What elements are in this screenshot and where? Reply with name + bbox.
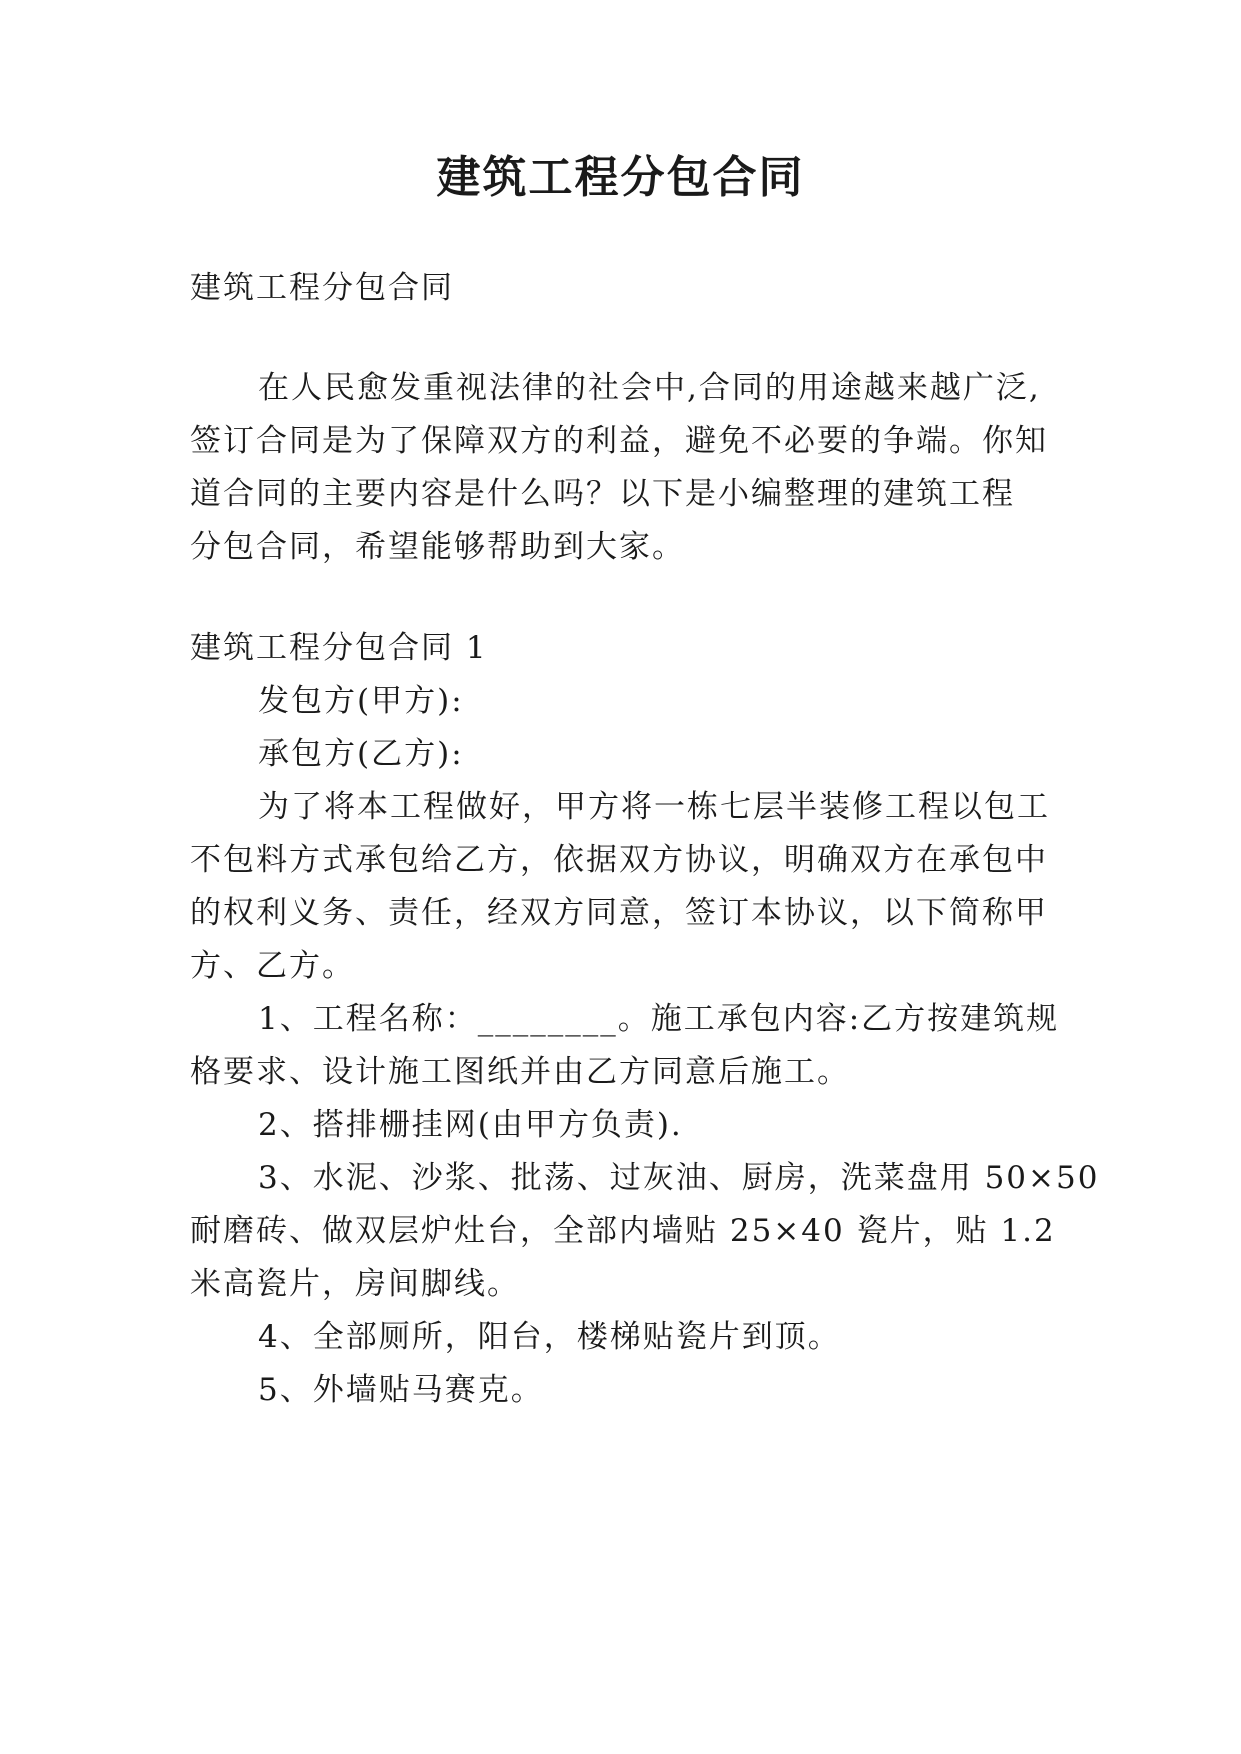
clause-intro-line: 方、乙方。 (190, 948, 355, 984)
intro-line: 签订合同是为了保障双方的利益，避免不必要的争端。你知 (190, 423, 1048, 459)
item-2-line: 2、搭排栅挂网(由甲方负责). (258, 1107, 683, 1143)
intro-line: 道合同的主要内容是什么吗？以下是小编整理的建筑工程 (190, 476, 1015, 512)
party-b-label: 承包方(乙方): (258, 736, 464, 772)
section-heading: 建筑工程分包合同 1 (190, 630, 488, 666)
item-3-line: 3、水泥、沙浆、批荡、过灰油、厨房，洗菜盘用 50×50 (258, 1160, 1100, 1196)
document-title: 建筑工程分包合同 (436, 152, 805, 203)
item-1-line: 格要求、设计施工图纸并由乙方同意后施工。 (190, 1054, 850, 1090)
clause-intro-line: 不包料方式承包给乙方，依据双方协议，明确双方在承包中 (190, 842, 1048, 878)
party-a-label: 发包方(甲方): (258, 683, 464, 719)
intro-line: 分包合同，希望能够帮助到大家。 (190, 529, 685, 565)
item-4-line: 4、全部厕所，阳台，楼梯贴瓷片到顶。 (258, 1319, 841, 1355)
clause-intro-line: 的权利义务、责任，经双方同意，签订本协议，以下简称甲 (190, 895, 1048, 931)
intro-line: 在人民愈发重视法律的社会中,合同的用途越来越广泛, (258, 370, 1041, 406)
item-3-line: 米高瓷片，房间脚线。 (190, 1266, 520, 1302)
item-1-line: 1、工程名称：________。施工承包内容:乙方按建筑规 (258, 1001, 1060, 1037)
item-3-line: 耐磨砖、做双层炉灶台，全部内墙贴 25×40 瓷片，贴 1.2 (190, 1213, 1056, 1249)
document-subtitle: 建筑工程分包合同 (190, 270, 454, 306)
item-5-line: 5、外墙贴马赛克。 (258, 1372, 544, 1408)
clause-intro-line: 为了将本工程做好，甲方将一栋七层半装修工程以包工 (258, 789, 1050, 825)
